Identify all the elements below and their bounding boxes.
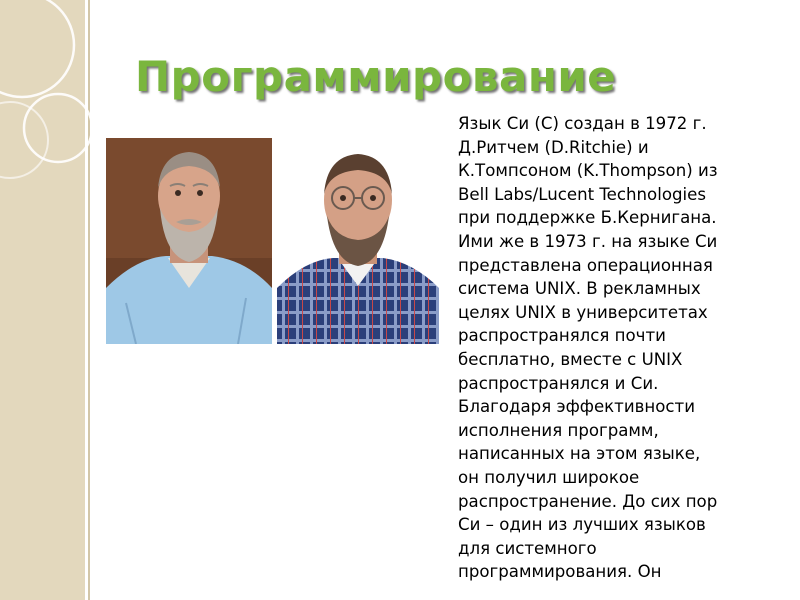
body-line: представлена операционная <box>458 255 713 275</box>
body-line: бесплатно, вместе с UNIX <box>458 349 683 369</box>
body-line: распространение. До сих пор <box>458 491 718 511</box>
body-line: Си – один из лучших языков <box>458 515 706 535</box>
body-line: К.Томпсоном (K.Thompson) из <box>458 161 718 181</box>
body-line: целях UNIX в университетах <box>458 302 708 322</box>
body-line: Д.Ритчем (D.Ritchie) и <box>458 137 649 157</box>
body-line: Bell Labs/Lucent Technologies <box>458 184 706 204</box>
body-line: написанных на этом языке, <box>458 444 701 464</box>
body-line: он получил широкое <box>458 467 640 487</box>
body-line: распространялся и Си. <box>458 373 659 393</box>
body-line: программирования. Он <box>458 562 662 582</box>
dennis-ritchie-photo <box>106 138 272 344</box>
body-line: исполнения программ, <box>458 420 659 440</box>
body-line: Язык Си (С) создан в 1972 г. <box>458 114 707 133</box>
body-line: при поддержке Б.Кернигана. <box>458 208 717 228</box>
body-line: Благодаря эффективности <box>458 397 695 417</box>
body-line: распространялся почти <box>458 326 666 346</box>
slide-title: Программирование <box>135 52 617 101</box>
body-line: для системного <box>458 538 597 558</box>
body-line: Ими же в 1973 г. на языке Си <box>458 231 718 251</box>
slide-body-text <box>458 112 788 584</box>
body-line: система UNIX. В рекламных <box>458 279 701 299</box>
ken-thompson-photo <box>277 138 439 344</box>
